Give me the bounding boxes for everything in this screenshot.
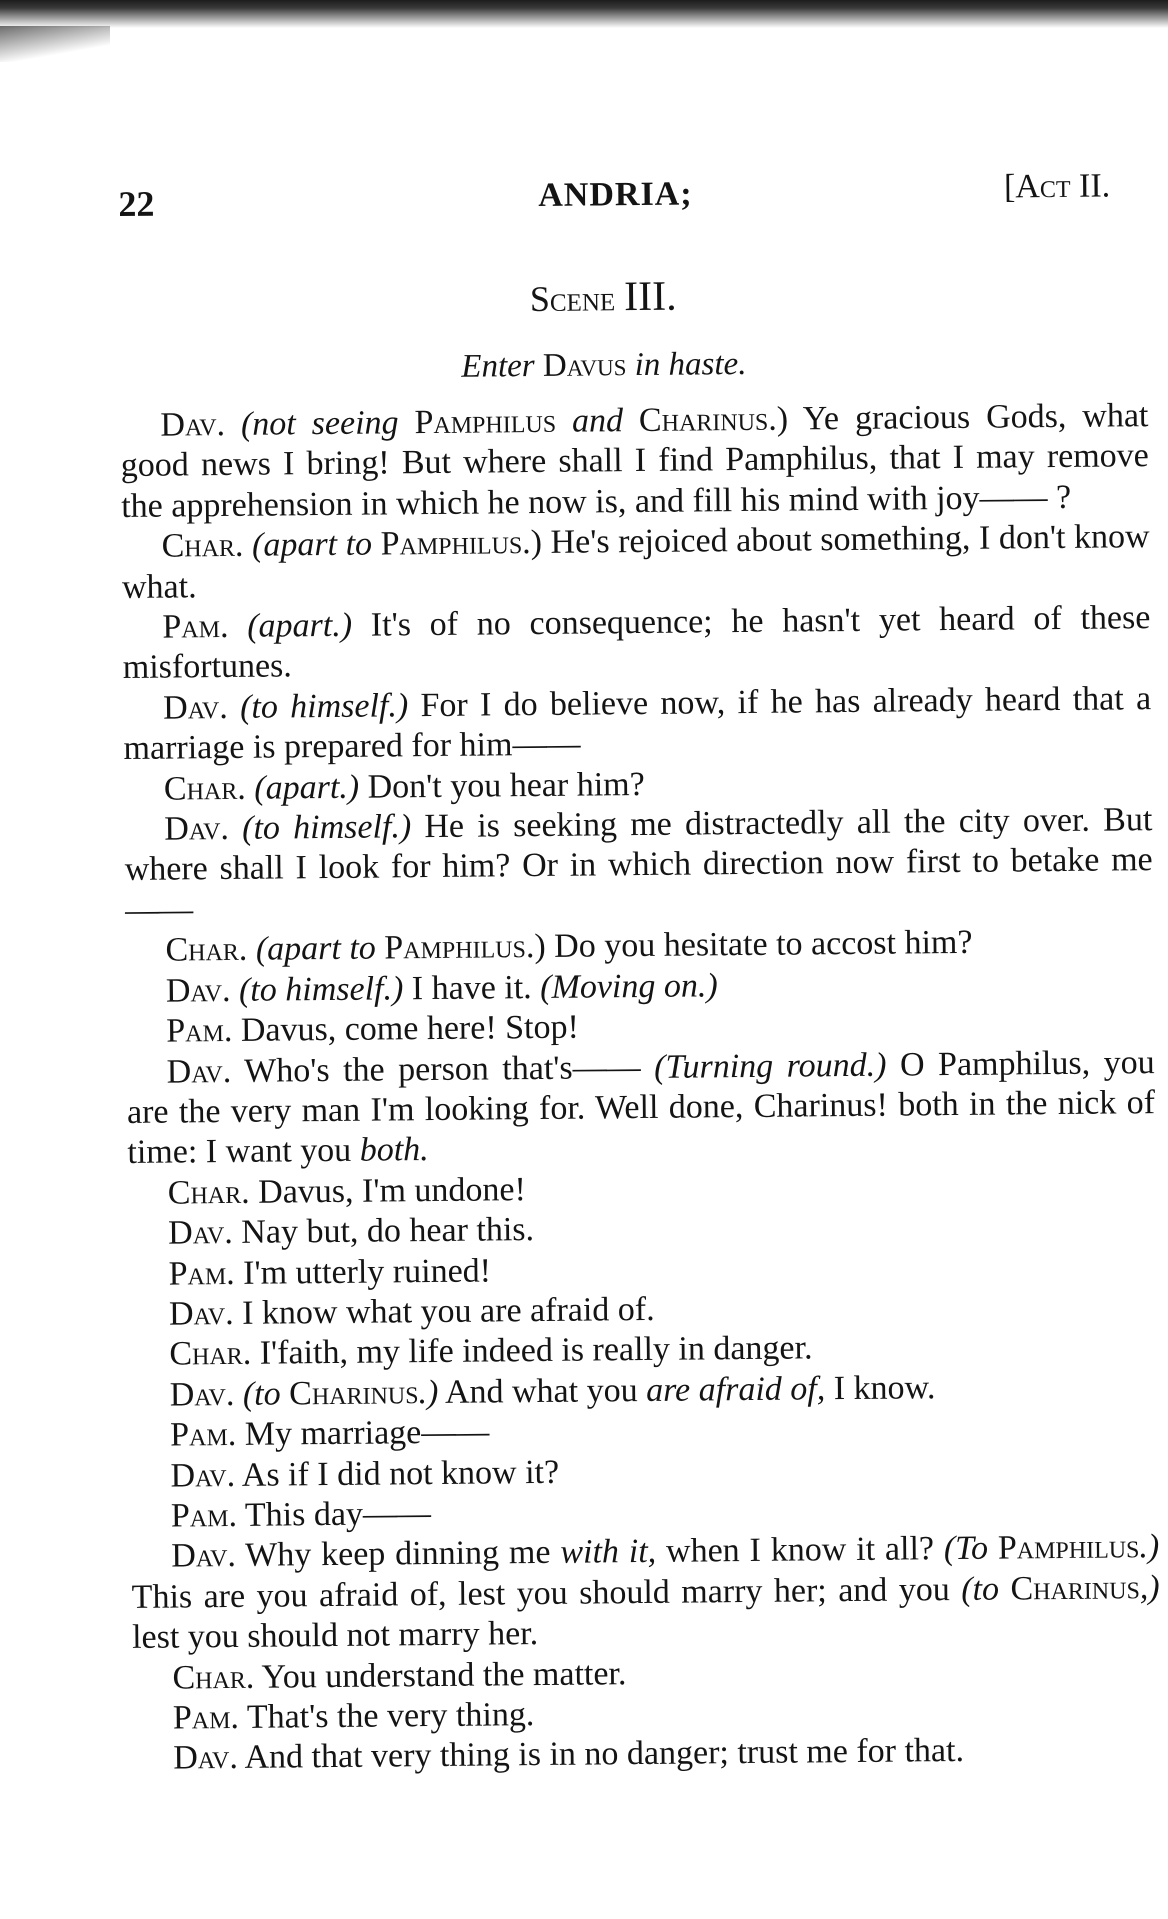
speaker-name: Dav. xyxy=(168,1294,234,1333)
speech-text: Who's the person that's—— xyxy=(244,1048,655,1090)
speech-text: As if I did not know it? xyxy=(241,1453,560,1494)
speaker-name: Dav. xyxy=(165,971,231,1010)
character-name: Charinus xyxy=(638,400,769,440)
speaker-name: Char. xyxy=(161,527,244,565)
speaker-name: Char. xyxy=(165,931,248,969)
speaker-name: Char. xyxy=(167,1173,250,1212)
speech xyxy=(122,598,1151,689)
speech-text: .) Do you hesitate to accost him? xyxy=(525,924,973,966)
speech xyxy=(126,1043,1155,1174)
entrance-enter: Enter xyxy=(461,348,535,385)
stage-note: (apart.) xyxy=(247,606,353,645)
speech-text: lest you should not marry her. xyxy=(131,1615,539,1657)
stage-note: (to himself.) xyxy=(239,687,409,726)
speech-text: He is seeking me distractedly all the city over. But where shall I look for him? Or in which direction now first to betake me—— xyxy=(124,801,1153,929)
stage-note: (apart.) xyxy=(254,768,360,807)
stage-note: (To xyxy=(943,1529,999,1568)
speech xyxy=(121,517,1150,608)
scan-edge-shadow xyxy=(0,0,1168,28)
speech xyxy=(131,1527,1160,1658)
stage-note: .) xyxy=(1139,1528,1160,1566)
speaker-name: Pam. xyxy=(169,1416,237,1454)
speaker-name: Pam. xyxy=(172,1698,240,1737)
speaker-name: Dav. xyxy=(170,1456,236,1495)
stage-note: both. xyxy=(359,1131,429,1170)
speaker-name: Dav. xyxy=(173,1739,239,1777)
book-page xyxy=(118,160,1161,1780)
scan-corner-shadow xyxy=(0,26,110,62)
scene-number: III. xyxy=(623,273,677,321)
stage-note: (not seeing xyxy=(240,404,415,443)
act-label: [Act II. xyxy=(1003,167,1111,206)
running-title: ANDRIA; xyxy=(538,175,693,214)
speech-text: I know. xyxy=(825,1368,936,1408)
speaker-name: Pam. xyxy=(168,1254,235,1293)
stage-note: ,) xyxy=(1139,1568,1160,1607)
entrance-character: Davus xyxy=(542,347,627,384)
scene-word: Scene xyxy=(529,278,616,320)
stage-note: (apart to xyxy=(255,929,385,968)
speech-text: That's the very thing. xyxy=(246,1696,535,1736)
speech-text: .) Ye gracious Gods, what good news I bring! But where shall I find Pamphilus, that I may remove the apprehension in which he now is, and fill his mind with joy—— ? xyxy=(120,397,1149,525)
speech-text: And what you xyxy=(438,1371,647,1411)
speaker-name: Pam. xyxy=(170,1496,238,1535)
stage-note: are afraid of, xyxy=(645,1370,826,1409)
speaker-name: Dav. xyxy=(171,1537,237,1575)
character-name: Pamphilus xyxy=(380,524,523,563)
speech-text: My marriage—— xyxy=(244,1413,490,1453)
character-name: Pamphilus xyxy=(384,928,527,967)
speaker-name: Dav. xyxy=(160,405,226,444)
speech-text: O Pamphilus, you are the very man I'm looking for. Well done, Charinus! both in the nick of time: I want you xyxy=(126,1043,1156,1172)
entrance-direction xyxy=(120,332,1148,398)
stage-note: (apart to xyxy=(251,525,381,564)
speech-text: Why keep dinning me xyxy=(245,1534,561,1575)
page-number: 22 xyxy=(118,183,155,224)
scene-heading xyxy=(119,264,1147,330)
speaker-name: Char. xyxy=(169,1335,252,1373)
speaker-name: Pam. xyxy=(166,1012,233,1050)
speaker-name: Dav. xyxy=(166,1052,232,1091)
speaker-name: Char. xyxy=(172,1658,255,1697)
speech-text: I'm utterly ruined! xyxy=(243,1252,492,1292)
stage-note: (to himself.) xyxy=(238,969,404,1009)
speech-text: This day—— xyxy=(244,1495,432,1534)
speech xyxy=(120,396,1149,527)
character-name: Pamphilus xyxy=(997,1528,1140,1567)
speaker-name: Char. xyxy=(163,769,246,808)
speech-text: I know what you are afraid of. xyxy=(241,1290,655,1332)
speech xyxy=(124,800,1153,931)
speech xyxy=(133,1729,1161,1779)
speech-text: You understand the matter. xyxy=(261,1654,627,1696)
speaker-name: Dav. xyxy=(168,1214,234,1252)
speech-text: For I do believe now, if he has already heard that a marriage is prepared for him—— xyxy=(123,679,1152,768)
speaker-name: Dav. xyxy=(169,1375,235,1414)
stage-note: (to xyxy=(242,1375,290,1413)
speech-text: Davus, I'm undone! xyxy=(257,1170,527,1211)
speech-text: .) He's rejoiced about something, I don't know what. xyxy=(121,518,1150,606)
character-name: Charinus xyxy=(1010,1569,1141,1608)
speech-text: This are you afraid of, lest you should marry her; and you xyxy=(131,1570,962,1616)
stage-note: (Moving on.) xyxy=(540,966,718,1006)
speech-text: Don't you hear him? xyxy=(358,765,645,806)
speech-text: Nay but, do hear this. xyxy=(241,1211,535,1251)
entrance-manner: in haste. xyxy=(634,345,747,384)
speaker-name: Dav. xyxy=(162,688,228,727)
speech-text: I have it. xyxy=(403,968,541,1007)
stage-note: and xyxy=(555,402,640,440)
running-header xyxy=(118,160,1147,230)
speech-text: Davus, come here! Stop! xyxy=(240,1008,580,1049)
dialogue xyxy=(120,396,1161,1780)
speech xyxy=(123,679,1152,770)
character-name: Charinus xyxy=(288,1373,419,1413)
stage-note: (to xyxy=(961,1570,1011,1608)
stage-note: (to himself.) xyxy=(241,808,412,847)
stage-note: (Turning round.) xyxy=(653,1046,887,1086)
speech-text: I'faith, my life indeed is really in danger. xyxy=(259,1329,813,1373)
speech-text: It's of no consequence; he hasn't yet heard of these misfortunes. xyxy=(122,599,1151,687)
speech-text: And that very thing is in no danger; trust me for that. xyxy=(244,1732,965,1777)
stage-note: with it, xyxy=(560,1533,657,1572)
character-name: Pamphilus xyxy=(414,402,557,442)
speaker-name: Pam. xyxy=(162,607,229,646)
speech-text: when I know it all? xyxy=(656,1530,945,1571)
stage-note: .) xyxy=(418,1373,439,1411)
speaker-name: Dav. xyxy=(164,810,230,848)
